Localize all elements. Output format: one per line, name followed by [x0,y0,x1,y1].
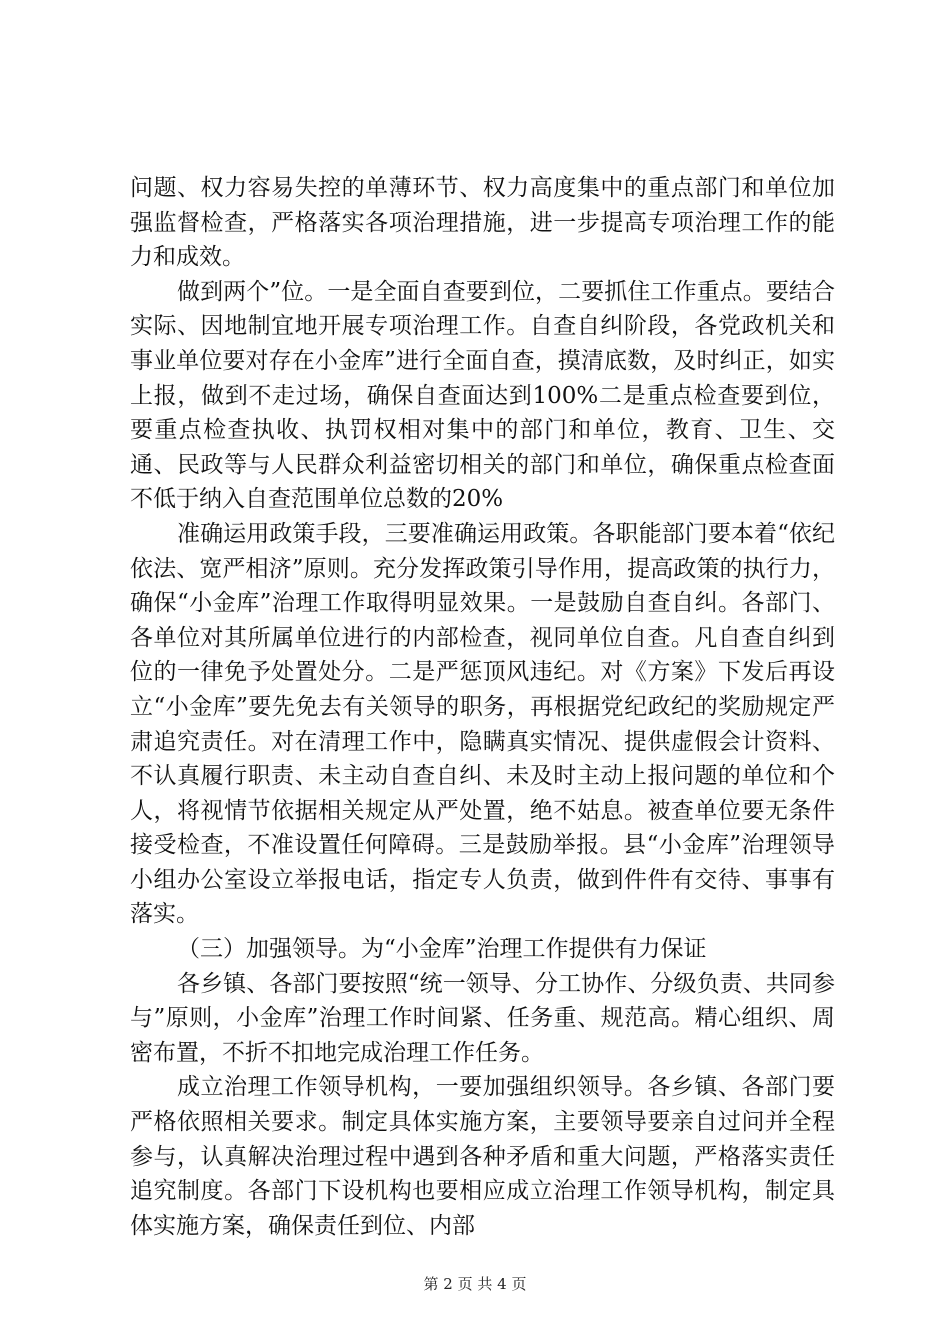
page-number-label: 第 2 页 共 4 页 [423,1275,527,1293]
paragraph-4: 各乡镇、各部门要按照“统一领导、分工协作、分级负责、共同参与”原则，小金库”治理工作时间紧、任务重、规范高。精心组织、周密布置，不折不扣地完成治理工作任务。 [130,970,835,1066]
paragraph-3: 准确运用政策手段，三要准确运用政策。各职能部门要本着“依纪依法、宽严相济”原则。充分发挥政策引导作用，提高政策的执行力，确保“小金库”治理工作取得明显效果。一是鼓励自查自纠。各部门、各单位对其所属单位进行的内部检查，视同单位自查。凡自查自纠到位的一律免予处置处分。二是严惩顶风违纪。对《方案》下发后再设立“小金库”要先免去有关领导的职务，再根据党纪政纪的奖励规定严肃追究责任。对在清理工作中，隐瞒真实情况、提供虚假会计资料、不认真履行职责、未主动自查自纠、未及时主动上报问题的单位和个人，将视情节依据相关规定从严处置，绝不姑息。被查单位要无条件接受检查，不准设置任何障碍。三是鼓励举报。县“小金库”治理领导小组办公室设立举报电话，指定专人负责，做到件件有交待、事事有落实。 [130,520,835,928]
section-heading: （三）加强领导。为“小金库”治理工作提供有力保证 [177,936,707,963]
page-footer [0,1274,950,1294]
paragraph-5: 成立治理工作领导机构，一要加强组织领导。各乡镇、各部门要严格依照相关要求。制定具体实施方案，主要领导要亲自过问并全程参与，认真解决治理过程中遇到各种矛盾和重大问题，严格落实责任追究制度。各部门下设机构也要相应成立治理工作领导机构，制定具体实施方案，确保责任到位、内部 [130,1074,835,1239]
paragraph-2: 做到两个”位。一是全面自查要到位，二要抓住工作重点。要结合实际、因地制宜地开展专项治理工作。自查自纠阶段，各党政机关和事业单位要对存在小金库”进行全面自查，摸清底数，及时纠正，如实上报，做到不走过场，确保自查面达到100%二是重点检查要到位，要重点检查执收、执罚权相对集中的部门和单位，教育、卫生、交通、民政等与人民群众利益密切相关的部门和单位，确保重点检查面不低于纳入自查范围单位总数的20% [130,278,835,513]
document-body [130,171,835,1243]
paragraph-1: 问题、权力容易失控的单薄环节、权力高度集中的重点部门和单位加强监督检查，严格落实各项治理措施，进一步提高专项治理工作的能力和成效。 [130,175,835,271]
